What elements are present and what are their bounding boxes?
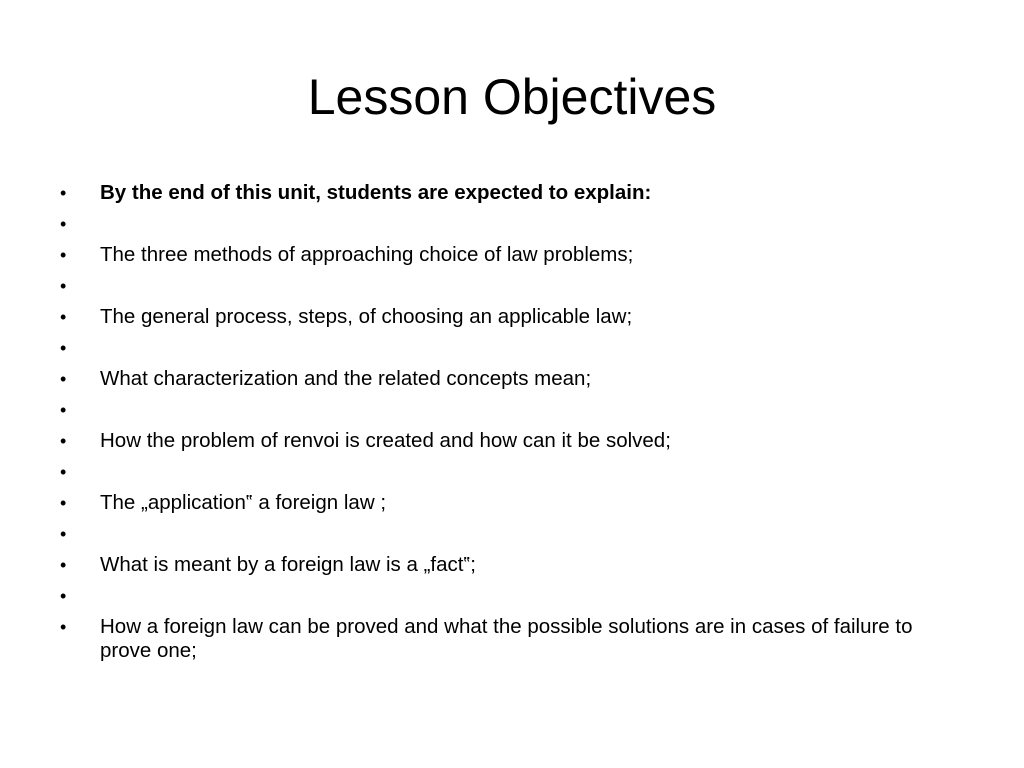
bullet-icon: • xyxy=(60,462,67,482)
list-item-text: How a foreign law can be proved and what the possible solutions are in cases of failure to prove one; xyxy=(100,615,913,662)
objectives-list xyxy=(60,181,960,670)
bullet-icon: • xyxy=(60,245,67,265)
bullet-icon: • xyxy=(60,617,67,637)
bullet-icon: • xyxy=(60,214,67,234)
bullet-icon: • xyxy=(60,307,67,327)
list-item-empty xyxy=(60,522,960,546)
bullet-icon: • xyxy=(60,524,67,544)
bullet-icon: • xyxy=(60,431,67,451)
list-item xyxy=(60,181,960,205)
list-item-text: How the problem of renvoi is created and how can it be solved; xyxy=(100,429,671,452)
list-item-empty xyxy=(60,460,960,484)
bullet-icon: • xyxy=(60,369,67,389)
bullet-icon: • xyxy=(60,183,67,203)
bullet-icon: • xyxy=(60,493,67,513)
list-item xyxy=(60,553,960,577)
list-item xyxy=(60,491,960,515)
list-item-text: By the end of this unit, students are expected to explain: xyxy=(100,181,652,204)
slide-title: Lesson Objectives xyxy=(307,69,717,125)
bullet-icon: • xyxy=(60,400,67,420)
list-item xyxy=(60,615,960,663)
list-item-empty xyxy=(60,274,960,298)
list-item-text: The „application‟ a foreign law ; xyxy=(100,491,387,514)
list-item-empty xyxy=(60,584,960,608)
list-item xyxy=(60,305,960,329)
list-item xyxy=(60,367,960,391)
bullet-icon: • xyxy=(60,338,67,358)
list-item xyxy=(60,243,960,267)
list-item-text: The general process, steps, of choosing an applicable law; xyxy=(100,305,633,328)
bullet-icon: • xyxy=(60,586,67,606)
bullet-icon: • xyxy=(60,276,67,296)
list-item-text: What is meant by a foreign law is a „fact‟; xyxy=(100,553,476,576)
list-item xyxy=(60,429,960,453)
list-item-text: The three methods of approaching choice of law problems; xyxy=(100,243,634,266)
list-item-empty xyxy=(60,336,960,360)
list-item-empty xyxy=(60,212,960,236)
list-item-empty xyxy=(60,398,960,422)
list-item-text: What characterization and the related concepts mean; xyxy=(100,367,592,390)
bullet-icon: • xyxy=(60,555,67,575)
